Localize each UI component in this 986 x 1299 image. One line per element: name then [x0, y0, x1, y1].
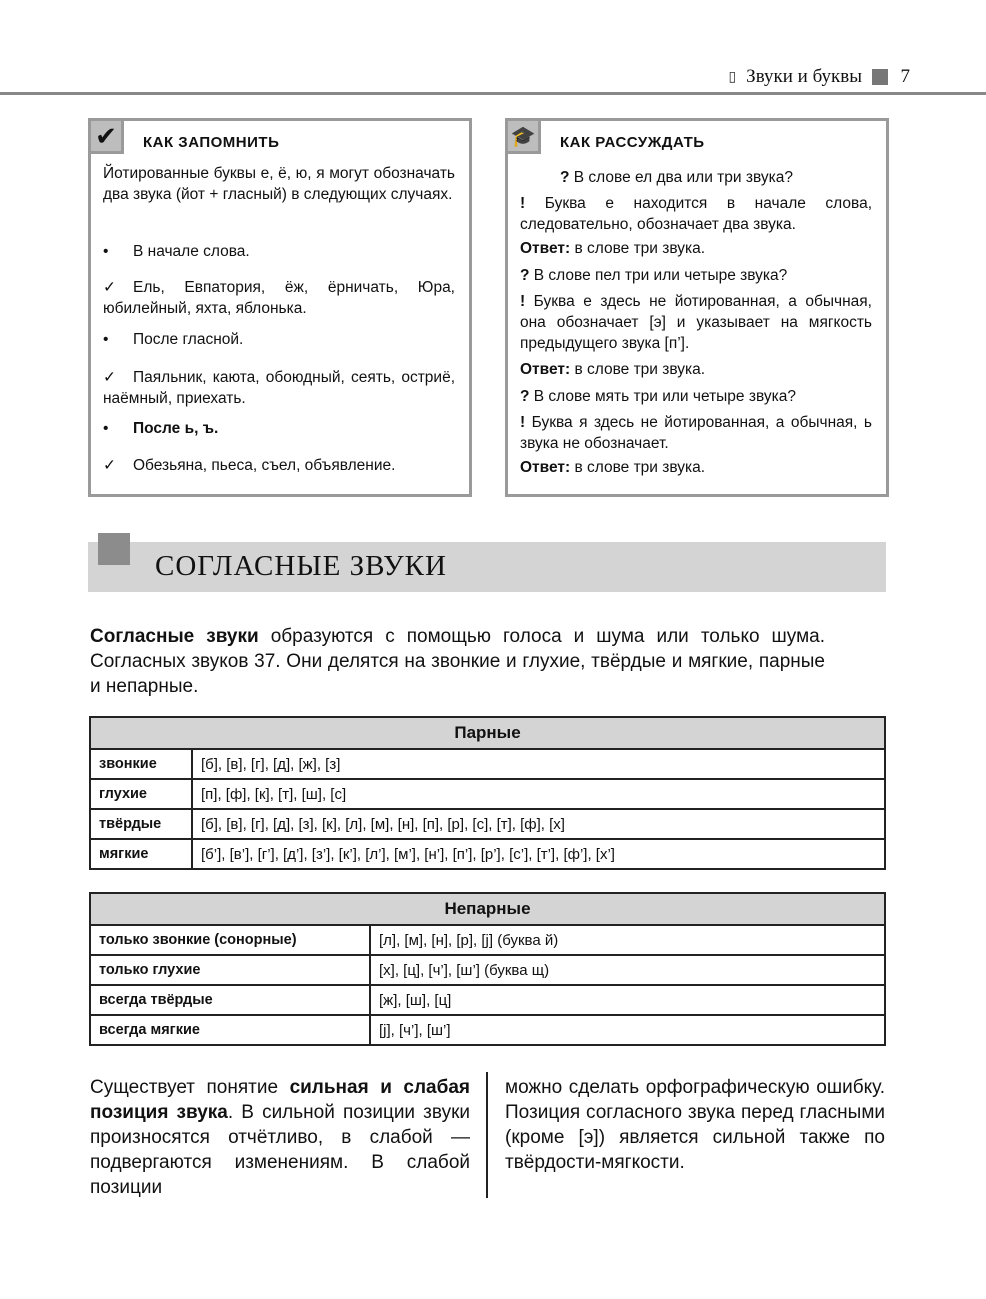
- remember-example: ✓ Ель, Евпатория, ёж, ёрничать, Юра, юбилейный, яхта, яблонька.: [103, 279, 455, 317]
- explanation: ! Буква е здесь не йотированная, а обычная, она обозначает [э] и указывает на мягкость предыдущего звука [п’].: [520, 293, 872, 352]
- checkmark-icon: ✔: [88, 118, 124, 154]
- answer: Ответ: в слове три звука.: [520, 240, 706, 257]
- table-row: звонкие [б], [в], [г], [д], [ж], [з]: [90, 749, 885, 779]
- section-name: Звуки и буквы: [746, 66, 862, 87]
- answer: Ответ: в слове три звука.: [520, 361, 706, 378]
- reasoning-box: [505, 118, 889, 497]
- remember-item: • После ь, ъ.: [103, 420, 219, 437]
- table-row: только звонкие (сонорные) [л], [м], [н], [р], [j] (буква й): [90, 925, 885, 955]
- intro-paragraph: Согласные звуки образуются с помощью голоса и шума или только шума. Согласных звуков 37. Они делятся на звонкие и глухие, твёрдые и мягкие, парные и непарные.: [90, 626, 825, 697]
- page-header: [0, 62, 986, 92]
- reasoning-title: КАК РАССУЖДАТЬ: [560, 134, 705, 151]
- question: ? В слове ел два или три звука?: [560, 169, 793, 186]
- remember-item: • После гласной.: [103, 331, 244, 348]
- question: ? В слове мять три или четыре звука?: [520, 388, 796, 405]
- book-icon: ▯: [728, 69, 737, 85]
- table-row: глухие [п], [ф], [к], [т], [ш], [с]: [90, 779, 885, 809]
- remember-title: КАК ЗАПОМНИТЬ: [143, 134, 280, 151]
- remember-item: • В начале слова.: [103, 243, 250, 260]
- remember-example: ✓ Обезьяна, пьеса, съел, объявление.: [103, 457, 396, 474]
- section-square: [98, 533, 130, 565]
- table-row: всегда твёрдые [ж], [ш], [ц]: [90, 985, 885, 1015]
- bottom-text-right: можно сделать орфографическую ошибку. Позиция согласного звука перед гласными (кроме [э]) является сильной также по твёрдости-мягкости.: [505, 1077, 885, 1173]
- table-row: твёрдые [б], [в], [г], [д], [з], [к], [л], [м], [н], [п], [р], [с], [т], [ф], [х]: [90, 809, 885, 839]
- page-number: 7: [900, 66, 910, 87]
- answer: Ответ: в слове три звука.: [520, 459, 706, 476]
- section-title: СОГЛАСНЫЕ ЗВУКИ: [155, 550, 447, 582]
- graduation-cap-icon: 🎓: [505, 118, 541, 154]
- remember-box: [88, 118, 472, 497]
- paired-title: Парные: [90, 717, 885, 749]
- explanation: ! Буква е находится в начале слова, следовательно, обозначает два звука.: [520, 195, 872, 233]
- paired-table: [89, 716, 886, 870]
- bottom-text-left: Существует понятие сильная и слабая позиция звука. В сильной позиции звуки произносятся отчётливо, в слабой — подвергаются изменениям. В слабой позиции: [90, 1077, 470, 1198]
- remember-example: ✓ Паяльник, каюта, обоюдный, сеять, остриё, наёмный, приехать.: [103, 369, 455, 407]
- explanation: ! Буква я здесь не йотированная, а обычная, ь звука не обозначает.: [520, 414, 872, 452]
- unpaired-title: Непарные: [90, 893, 885, 925]
- table-row: мягкие [б’], [в’], [г’], [д’], [з’], [к’], [л’], [м’], [н’], [п’], [р’], [с’], [т’], [ф’], [х’]: [90, 839, 885, 869]
- header-rule: [0, 92, 986, 95]
- header-square: [872, 69, 888, 85]
- table-row: всегда мягкие [j], [ч’], [ш’]: [90, 1015, 885, 1045]
- unpaired-table: [89, 892, 886, 1046]
- column-divider: [486, 1072, 488, 1198]
- question: ? В слове пел три или четыре звука?: [520, 267, 788, 284]
- running-head: [728, 66, 910, 88]
- remember-intro: Йотированные буквы е, ё, ю, я могут обозначать два звука (йот + гласный) в следующих случаях.: [103, 165, 455, 203]
- table-row: только глухие [х], [ц], [ч’], [ш’] (буква щ): [90, 955, 885, 985]
